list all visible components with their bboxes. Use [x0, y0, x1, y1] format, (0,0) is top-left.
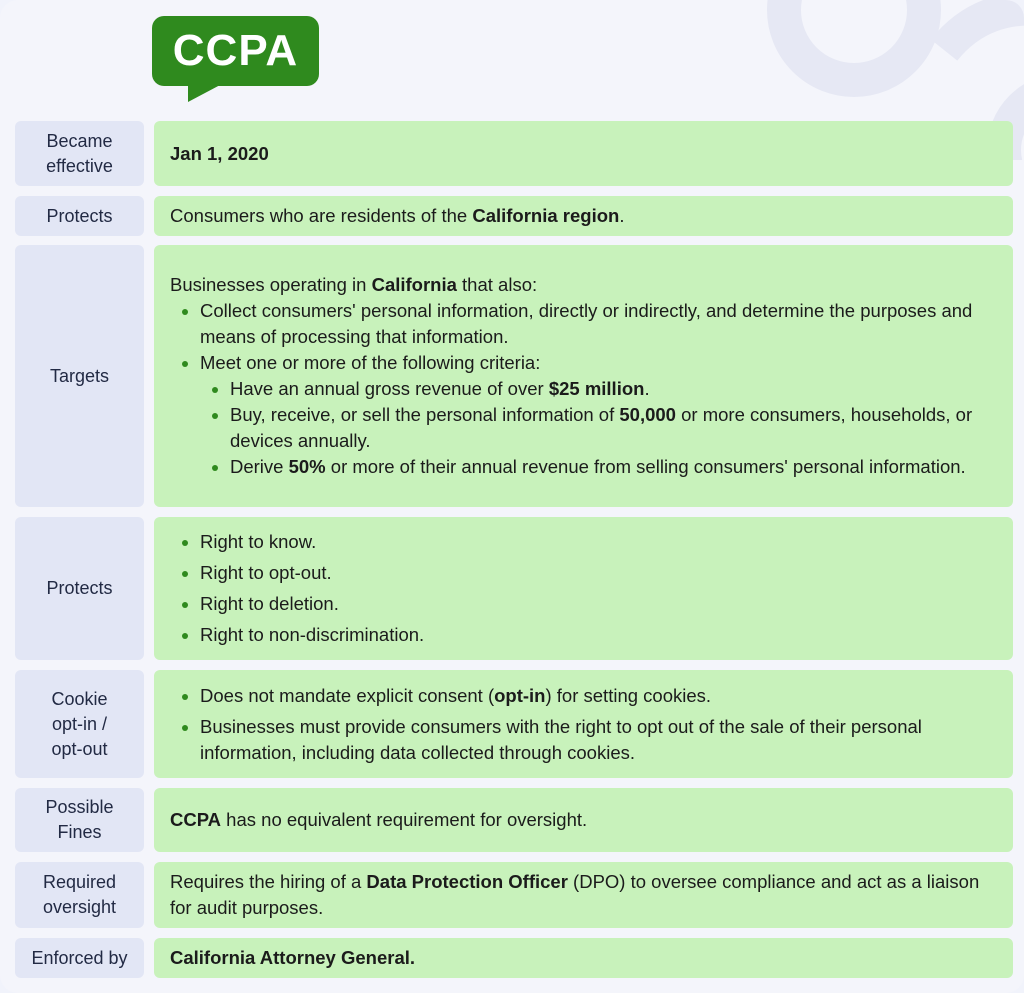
- criteria-list: [170, 376, 997, 480]
- row-targets: [15, 245, 1013, 507]
- row-cookie: [15, 670, 1013, 778]
- row-protects-region: [15, 196, 1013, 236]
- list-item: Collect consumers' personal information, directly or indirectly, and determine the purposes and means of processing that information.: [170, 298, 997, 350]
- value-required-oversight: Requires the hiring of a Data Protection Officer (DPO) to oversee compliance and act as a liaison for audit purposes.: [154, 862, 1013, 928]
- list-item: Meet one or more of the following criteria: Have an annual gross revenue of over $25 million. Buy, receive, or sell the personal information of 50,000 or more consumers, households, or devices annually. Derive 50% or more of their annual revenue from selling consumers' personal information.: [170, 350, 997, 480]
- badge-tail: [188, 84, 222, 102]
- value-protects-rights: [154, 517, 1013, 660]
- value-protects-region: Consumers who are residents of the California region.: [154, 196, 1013, 236]
- rights-list: [170, 529, 997, 648]
- value-enforced-by: California Attorney General.: [154, 938, 1013, 978]
- value-cookie: [154, 670, 1013, 778]
- row-protects-rights: [15, 517, 1013, 660]
- list-item: Buy, receive, or sell the personal information of 50,000 or more consumers, households, or devices annually.: [170, 402, 997, 454]
- row-became-effective: [15, 121, 1013, 186]
- label-required-oversight: Required oversight: [15, 862, 144, 928]
- value-targets: [154, 245, 1013, 507]
- list-item: Right to know.: [170, 529, 997, 555]
- value-became-effective: [154, 121, 1013, 186]
- targets-list: [170, 298, 997, 480]
- list-item: Businesses must provide consumers with the right to opt out of the sale of their personal information, including data collected through cookies.: [170, 714, 997, 766]
- targets-intro: Businesses operating in California that also:: [170, 274, 538, 295]
- list-item: Have an annual gross revenue of over $25 million.: [170, 376, 997, 402]
- label-enforced-by: Enforced by: [15, 938, 144, 978]
- row-enforced-by: [15, 938, 1013, 978]
- cookie-list: [170, 683, 997, 766]
- label-protects: Protects: [15, 196, 144, 236]
- row-possible-fines: [15, 788, 1013, 852]
- label-targets: Targets: [15, 245, 144, 507]
- list-item: Right to non-discrimination.: [170, 622, 997, 648]
- list-item: Does not mandate explicit consent (opt-in) for setting cookies.: [170, 683, 997, 709]
- list-item: Derive 50% or more of their annual revenue from selling consumers' personal information.: [170, 454, 997, 480]
- label-possible-fines: Possible Fines: [15, 788, 144, 852]
- effective-date: Jan 1, 2020: [170, 142, 269, 164]
- ccpa-badge: [152, 16, 319, 86]
- value-possible-fines: CCPA has no equivalent requirement for oversight.: [154, 788, 1013, 852]
- row-required-oversight: [15, 862, 1013, 928]
- badge-title: CCPA: [172, 26, 299, 75]
- label-became-effective: Became effective: [15, 121, 144, 186]
- label-protects-rights: Protects: [15, 517, 144, 660]
- list-item: Right to opt-out.: [170, 560, 997, 586]
- list-item: Right to deletion.: [170, 591, 997, 617]
- label-cookie: Cookie opt-in / opt-out: [15, 670, 144, 778]
